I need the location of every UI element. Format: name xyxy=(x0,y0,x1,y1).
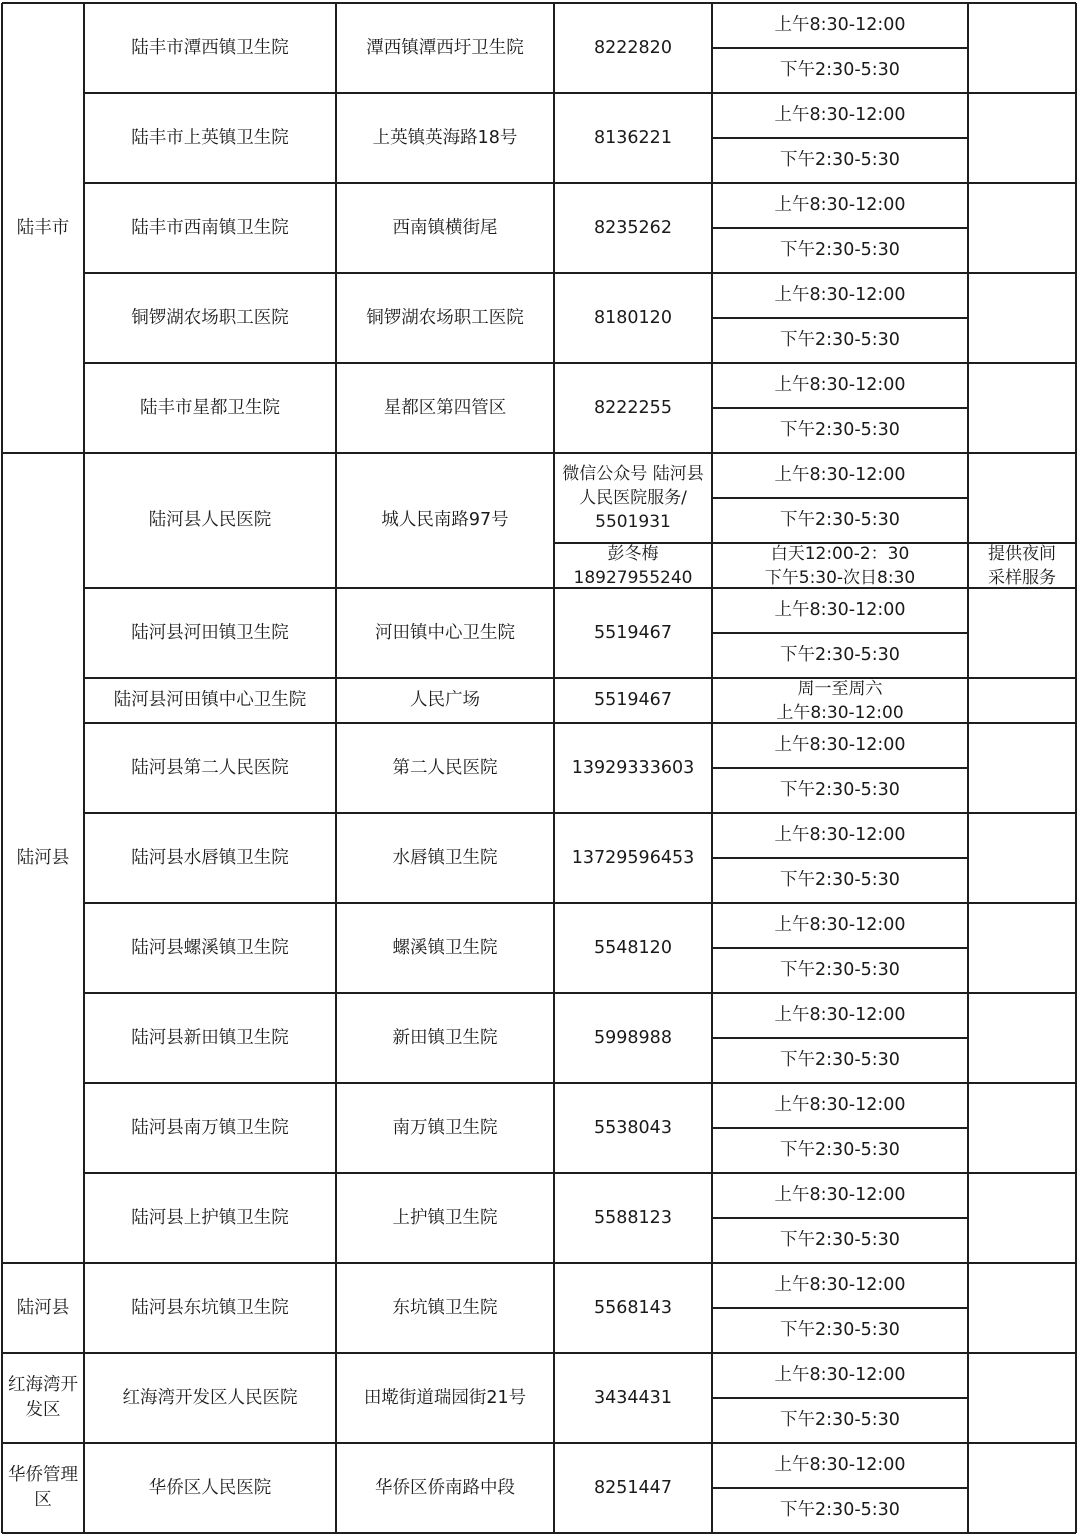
note-cell xyxy=(968,588,1076,678)
address-cell: 潭西镇潭西圩卫生院 xyxy=(366,37,524,58)
morning-hours-cell: 上午8:30-12:00 xyxy=(774,195,906,215)
grid-line xyxy=(712,1037,968,1039)
phone-cell: 8251447 xyxy=(594,1477,672,1498)
hospital-name-cell: 陆河县螺溪镇卫生院 xyxy=(131,937,289,958)
afternoon-hours-cell: 下午2:30-5:30 xyxy=(780,1410,900,1430)
note-cell xyxy=(968,1263,1076,1353)
night-hours-cell: 白天12:00-2：30 下午5:30-次日8:30 xyxy=(764,543,916,588)
grid-line xyxy=(2,1532,1076,1534)
hours-cell: 周一至周六 上午8:30-12:00 xyxy=(776,678,904,723)
hospital-name-cell: 陆河县南万镇卫生院 xyxy=(131,1117,289,1138)
address-cell: 西南镇横街尾 xyxy=(392,217,498,238)
address-cell: 第二人民医院 xyxy=(392,757,498,778)
note-cell xyxy=(968,363,1076,453)
grid-line xyxy=(712,317,968,319)
address-cell: 螺溪镇卫生院 xyxy=(392,937,498,958)
address-cell: 南万镇卫生院 xyxy=(392,1117,498,1138)
address-cell: 田墘街道瑞园街21号 xyxy=(363,1387,527,1408)
phone-cell: 3434431 xyxy=(594,1387,672,1408)
grid-line xyxy=(84,182,1076,184)
grid-line xyxy=(712,47,968,49)
phone-cell: 5548120 xyxy=(594,937,672,958)
afternoon-hours-cell: 下午2:30-5:30 xyxy=(780,780,900,800)
address-cell: 星都区第四管区 xyxy=(383,397,507,418)
address-cell: 河田镇中心卫生院 xyxy=(375,622,515,643)
afternoon-hours-cell: 下午2:30-5:30 xyxy=(780,1230,900,1250)
note-cell xyxy=(968,273,1076,363)
grid-line xyxy=(712,1397,968,1399)
morning-hours-cell: 上午8:30-12:00 xyxy=(774,375,906,395)
phone-cell: 5588123 xyxy=(594,1207,672,1228)
note-cell xyxy=(968,453,1076,543)
phone-cell: 13729596453 xyxy=(571,847,695,868)
morning-hours-cell: 上午8:30-12:00 xyxy=(774,15,906,35)
morning-hours-cell: 上午8:30-12:00 xyxy=(774,1365,906,1385)
hospital-name-cell: 陆河县人民医院 xyxy=(148,510,272,530)
hospital-name-cell: 陆河县河田镇卫生院 xyxy=(131,622,289,643)
hospital-name-cell: 红海湾开发区人民医院 xyxy=(122,1387,298,1408)
address-cell: 铜锣湖农场职工医院 xyxy=(366,307,524,328)
grid-line xyxy=(711,3,713,1533)
night-contact-cell: 彭冬梅 18927955240 xyxy=(573,543,693,588)
afternoon-hours-cell: 下午2:30-5:30 xyxy=(780,645,900,665)
grid-line xyxy=(2,1442,1076,1444)
hospital-name-cell: 陆河县上护镇卫生院 xyxy=(131,1207,289,1228)
hospital-name-cell: 陆河县河田镇中心卫生院 xyxy=(113,690,307,710)
grid-line xyxy=(83,3,85,1533)
morning-hours-cell: 上午8:30-12:00 xyxy=(774,465,906,485)
note-cell xyxy=(968,678,1076,723)
morning-hours-cell: 上午8:30-12:00 xyxy=(774,915,906,935)
grid-line xyxy=(2,1352,1076,1354)
grid-line xyxy=(712,1127,968,1129)
grid-line xyxy=(84,812,1076,814)
phone-cell: 5519467 xyxy=(594,690,672,710)
grid-line xyxy=(554,542,1076,544)
grid-line xyxy=(84,902,1076,904)
afternoon-hours-cell: 下午2:30-5:30 xyxy=(780,150,900,170)
address-cell: 城人民南路97号 xyxy=(381,510,509,530)
grid-line xyxy=(84,587,1076,589)
morning-hours-cell: 上午8:30-12:00 xyxy=(774,1455,906,1475)
morning-hours-cell: 上午8:30-12:00 xyxy=(774,600,906,620)
note-cell xyxy=(968,1083,1076,1173)
note-cell xyxy=(968,1173,1076,1263)
grid-line xyxy=(712,1307,968,1309)
hospital-name-cell: 陆丰市星都卫生院 xyxy=(140,397,280,418)
grid-line xyxy=(553,3,555,1533)
hospital-name-cell: 陆丰市上英镇卫生院 xyxy=(131,127,289,148)
grid-line xyxy=(712,137,968,139)
note-cell xyxy=(968,1443,1076,1533)
grid-line xyxy=(335,3,337,1533)
afternoon-hours-cell: 下午2:30-5:30 xyxy=(780,60,900,80)
district-cell: 陆河县 xyxy=(16,847,70,868)
grid-line xyxy=(2,452,1076,454)
address-cell: 上护镇卫生院 xyxy=(392,1207,498,1228)
phone-cell: 5519467 xyxy=(594,622,672,643)
note-cell xyxy=(968,723,1076,813)
hospital-name-cell: 陆丰市西南镇卫生院 xyxy=(131,217,289,238)
afternoon-hours-cell: 下午2:30-5:30 xyxy=(780,870,900,890)
phone-cell: 微信公众号 陆河县 人民医院服务/ 5501931 xyxy=(562,464,704,532)
address-cell: 水唇镇卫生院 xyxy=(392,847,498,868)
phone-cell: 8222820 xyxy=(594,37,672,58)
grid-line xyxy=(1075,3,1077,1533)
grid-line xyxy=(712,947,968,949)
grid-line xyxy=(84,362,1076,364)
hospital-name-cell: 陆河县水唇镇卫生院 xyxy=(131,847,289,868)
note-cell xyxy=(968,993,1076,1083)
morning-hours-cell: 上午8:30-12:00 xyxy=(774,1275,906,1295)
phone-cell: 8222255 xyxy=(594,397,672,418)
hospital-name-cell: 铜锣湖农场职工医院 xyxy=(131,307,289,328)
grid-line xyxy=(712,227,968,229)
afternoon-hours-cell: 下午2:30-5:30 xyxy=(780,1500,900,1520)
address-cell: 人民广场 xyxy=(410,690,480,710)
hospital-name-cell: 华侨区人民医院 xyxy=(148,1477,272,1498)
night-service-note-cell: 提供夜间 采样服务 xyxy=(988,543,1056,588)
morning-hours-cell: 上午8:30-12:00 xyxy=(774,1185,906,1205)
grid-line xyxy=(712,1217,968,1219)
morning-hours-cell: 上午8:30-12:00 xyxy=(774,285,906,305)
grid-line xyxy=(84,1172,1076,1174)
address-cell: 东坑镇卫生院 xyxy=(392,1297,498,1318)
phone-cell: 5998988 xyxy=(594,1027,672,1048)
note-cell xyxy=(968,3,1076,93)
address-cell: 华侨区侨南路中段 xyxy=(375,1477,515,1498)
afternoon-hours-cell: 下午2:30-5:30 xyxy=(780,1140,900,1160)
district-cell: 陆丰市 xyxy=(16,217,70,238)
morning-hours-cell: 上午8:30-12:00 xyxy=(774,1095,906,1115)
district-cell: 陆河县 xyxy=(16,1297,70,1318)
grid-line xyxy=(84,722,1076,724)
phone-cell: 5538043 xyxy=(594,1117,672,1138)
note-cell xyxy=(968,93,1076,183)
note-cell xyxy=(968,1353,1076,1443)
grid-line xyxy=(84,677,1076,679)
afternoon-hours-cell: 下午2:30-5:30 xyxy=(780,420,900,440)
grid-line xyxy=(84,92,1076,94)
note-cell xyxy=(968,813,1076,903)
hospital-name-cell: 陆丰市潭西镇卫生院 xyxy=(131,37,289,58)
grid-line xyxy=(712,407,968,409)
afternoon-hours-cell: 下午2:30-5:30 xyxy=(780,330,900,350)
grid-line xyxy=(84,272,1076,274)
morning-hours-cell: 上午8:30-12:00 xyxy=(774,105,906,125)
grid-line xyxy=(712,632,968,634)
hospital-name-cell: 陆河县第二人民医院 xyxy=(131,757,289,778)
morning-hours-cell: 上午8:30-12:00 xyxy=(774,825,906,845)
afternoon-hours-cell: 下午2:30-5:30 xyxy=(780,960,900,980)
note-cell xyxy=(968,903,1076,993)
address-cell: 新田镇卫生院 xyxy=(392,1027,498,1048)
grid-line xyxy=(84,992,1076,994)
grid-line xyxy=(2,2,1076,4)
hospital-name-cell: 陆河县新田镇卫生院 xyxy=(131,1027,289,1048)
note-cell xyxy=(968,183,1076,273)
grid-line xyxy=(967,3,969,1533)
phone-cell: 5568143 xyxy=(594,1297,672,1318)
afternoon-hours-cell: 下午2:30-5:30 xyxy=(780,510,900,530)
grid-line xyxy=(1,3,3,1533)
grid-line xyxy=(712,1487,968,1489)
morning-hours-cell: 上午8:30-12:00 xyxy=(774,735,906,755)
grid-line xyxy=(712,857,968,859)
afternoon-hours-cell: 下午2:30-5:30 xyxy=(780,240,900,260)
phone-cell: 13929333603 xyxy=(571,757,695,778)
district-cell: 华侨管理 区 xyxy=(8,1465,78,1510)
phone-cell: 8136221 xyxy=(594,127,672,148)
grid-line xyxy=(712,497,968,499)
grid-line xyxy=(2,1262,1076,1264)
hospital-name-cell: 陆河县东坑镇卫生院 xyxy=(131,1297,289,1318)
grid-line xyxy=(84,1082,1076,1084)
district-cell: 红海湾开 发区 xyxy=(8,1375,78,1420)
address-cell: 上英镇英海路18号 xyxy=(372,127,518,148)
afternoon-hours-cell: 下午2:30-5:30 xyxy=(780,1320,900,1340)
phone-cell: 8235262 xyxy=(594,217,672,238)
afternoon-hours-cell: 下午2:30-5:30 xyxy=(780,1050,900,1070)
grid-line xyxy=(712,767,968,769)
morning-hours-cell: 上午8:30-12:00 xyxy=(774,1005,906,1025)
phone-cell: 8180120 xyxy=(594,307,672,328)
